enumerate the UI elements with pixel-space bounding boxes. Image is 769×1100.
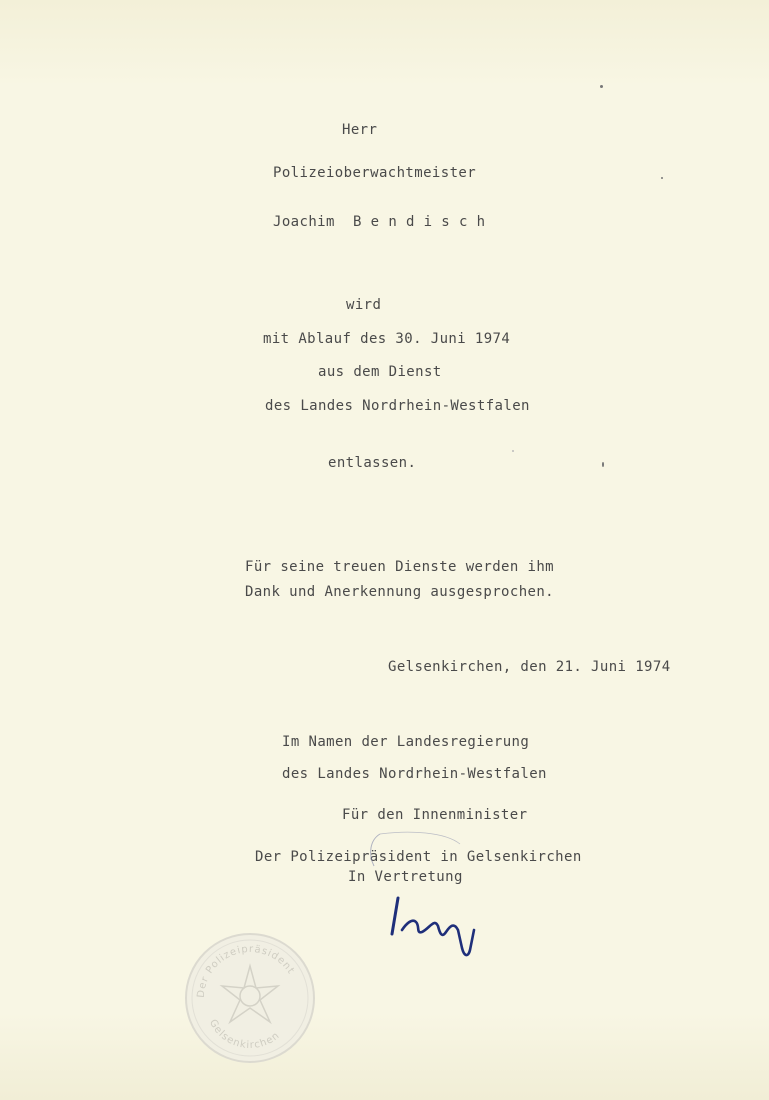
- authority-line-5: In Vertretung: [348, 869, 463, 885]
- thanks-line-1: Für seine treuen Dienste werden ihm: [245, 559, 555, 575]
- body-line-2: mit Ablauf des 30. Juni 1974: [263, 331, 511, 347]
- handwritten-signature: [350, 826, 500, 966]
- place-date: Gelsenkirchen, den 21. Juni 1974: [388, 659, 671, 675]
- authority-line-1: Im Namen der Landesregierung: [282, 734, 530, 750]
- first-name: Joachim: [273, 214, 335, 230]
- body-line-5: entlassen.: [328, 455, 417, 471]
- paper-speck: [600, 85, 603, 88]
- paper-speck: [661, 177, 663, 179]
- body-line-3: aus dem Dienst: [318, 364, 442, 380]
- rank: Polizeioberwachtmeister: [273, 165, 477, 181]
- body-line-1: wird: [346, 297, 382, 313]
- authority-line-2: des Landes Nordrhein-Westfalen: [282, 766, 547, 782]
- salutation: Herr: [342, 122, 378, 138]
- embossed-seal: [182, 930, 318, 1066]
- seal-top-text: Der Polizeipräsident: [195, 943, 297, 999]
- seal-bottom-text: Gelsenkirchen: [206, 1017, 283, 1052]
- authority-line-3: Für den Innenminister: [342, 807, 528, 823]
- paper-speck: [602, 462, 604, 467]
- paper-speck: [512, 450, 514, 452]
- last-name: B e n d i s c h: [353, 214, 486, 230]
- body-line-4: des Landes Nordrhein-Westfalen: [265, 398, 530, 414]
- thanks-line-2: Dank und Anerkennung ausgesprochen.: [245, 584, 555, 600]
- authority-line-4: Der Polizeipräsident in Gelsenkirchen: [255, 849, 582, 865]
